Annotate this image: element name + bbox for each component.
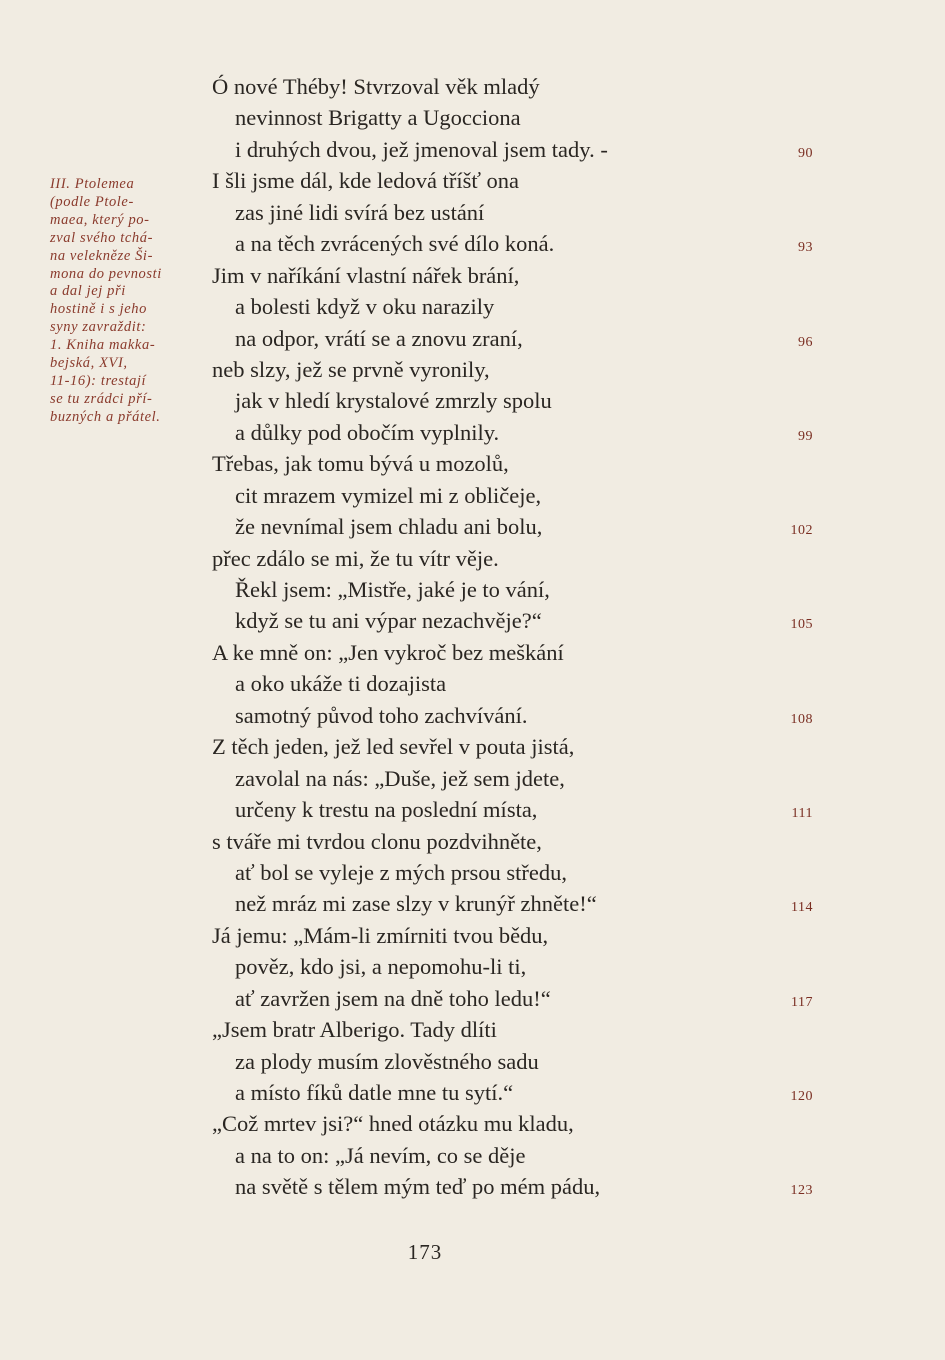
- verse-text: přec zdálo se mi, že tu vítr věje.: [212, 545, 499, 571]
- line-number: 111: [791, 806, 813, 822]
- verse-text: A ke mně on: „Jen vykroč bez meškání: [212, 639, 564, 665]
- verse-line: [0, 197, 945, 228]
- verse-text: na odpor, vrátí se a znovu zraní,: [235, 325, 523, 351]
- verse-line: [0, 1140, 945, 1171]
- verse-text: i druhých dvou, jež jmenoval jsem tady. -: [235, 136, 608, 162]
- verse-text: „Jsem bratr Alberigo. Tady dlíti: [212, 1017, 497, 1043]
- verse-text: a na to on: „Já nevím, co se děje: [235, 1142, 526, 1168]
- verse-line: [0, 983, 945, 1014]
- verse-text: než mráz mi zase slzy v krunýř zhněte!“: [235, 891, 597, 917]
- margin-note-line: bejská, XVI,: [50, 355, 128, 372]
- verse-line: [0, 71, 945, 102]
- verse-text: a na těch zvrácených své dílo koná.: [235, 231, 555, 257]
- verse-line: [0, 763, 945, 794]
- margin-note-line: na velekněze Ši-: [50, 247, 153, 264]
- verse-line: [0, 511, 945, 542]
- verse-text: Já jemu: „Mám-li zmírniti tvou bědu,: [212, 922, 549, 948]
- margin-note-line: hostině i s jeho: [50, 301, 147, 318]
- verse-line: [0, 1014, 945, 1045]
- verse-text: ať zavržen jsem na dně toho ledu!“: [235, 985, 551, 1011]
- verse-line: [0, 323, 945, 354]
- verse-line: [0, 260, 945, 291]
- verse-line: [0, 480, 945, 511]
- margin-note-line: (podle Ptole-: [50, 193, 134, 210]
- margin-note-line: mona do pevnosti: [50, 265, 162, 282]
- line-number: 117: [791, 994, 813, 1010]
- verse-text: a bolesti když v oku narazily: [235, 294, 495, 320]
- verse-text: zavolal na nás: „Duše, jež sem jdete,: [235, 765, 565, 791]
- margin-note-line: zval svého tchá-: [50, 229, 154, 246]
- verse-line: [0, 920, 945, 951]
- verse-line: [0, 668, 945, 699]
- verse-text: určeny k trestu na poslední místa,: [235, 797, 538, 823]
- verse-text: pověz, kdo jsi, a nepomohu-li ti,: [235, 954, 527, 980]
- line-number: 108: [790, 711, 813, 727]
- verse-line: [0, 794, 945, 825]
- line-number: 96: [798, 334, 813, 350]
- verse-text: a oko ukáže ti dozajista: [235, 671, 447, 697]
- margin-note-line: maea, který po-: [50, 211, 150, 228]
- margin-note-line: buzných a přátel.: [50, 408, 161, 425]
- verse-line: [0, 102, 945, 133]
- verse-line: [0, 826, 945, 857]
- verse-line: [0, 291, 945, 322]
- verse-text: Jim v naříkání vlastní nářek brání,: [212, 262, 520, 288]
- margin-note-line: se tu zrádci pří-: [50, 390, 153, 407]
- verse-text: Z těch jeden, jež led sevřel v pouta jistá,: [212, 734, 575, 760]
- margin-note-line: III. Ptolemea: [50, 176, 135, 192]
- page-number: 173: [407, 1240, 443, 1264]
- verse-text: za plody musím zlověstného sadu: [235, 1048, 539, 1074]
- verse-line: [0, 637, 945, 668]
- verse-line: [0, 448, 945, 479]
- margin-note-line: 1. Kniha makka-: [50, 337, 156, 354]
- verse-line: [0, 543, 945, 574]
- line-number: 105: [790, 617, 813, 633]
- verse-text: Řekl jsem: „Mistře, jaké je to vání,: [235, 577, 550, 602]
- line-number: 90: [798, 145, 813, 161]
- margin-note-line: 11-16): trestají: [50, 372, 147, 389]
- line-number: 93: [798, 240, 813, 256]
- verse-line: [0, 1171, 945, 1202]
- line-number: 114: [791, 900, 813, 916]
- verse-text: Třebas, jak tomu bývá u mozolů,: [212, 451, 509, 477]
- verse-text: zas jiné lidi svírá bez ustání: [235, 199, 485, 225]
- verse-text: I šli jsme dál, kde ledová tříšť ona: [212, 168, 520, 194]
- verse-line: [0, 857, 945, 888]
- line-number: 102: [790, 523, 813, 539]
- verse-text: když se tu ani výpar nezachvěje?“: [235, 608, 542, 634]
- verse-line: [0, 574, 945, 605]
- verse-text: nevinnost Brigatty a Ugocciona: [235, 105, 521, 131]
- line-number: 120: [790, 1089, 813, 1104]
- verse-line: [0, 385, 945, 416]
- verse-line: [0, 354, 945, 385]
- verse-line: [0, 417, 945, 448]
- verse-line: [0, 1077, 945, 1108]
- verse-text: s tváře mi tvrdou clonu pozdvihněte,: [212, 828, 542, 854]
- verse-text: jak v hledí krystalové zmrzly spolu: [235, 388, 552, 414]
- margin-note-line: a dal jej při: [50, 283, 126, 300]
- verse-text: cit mrazem vymizel mi z obličeje,: [235, 482, 542, 508]
- verse-text: Ó nové Théby! Stvrzoval věk mladý: [212, 74, 540, 99]
- verse-text: a důlky pod obočím vyplnily.: [235, 419, 500, 445]
- verse-text: na světě s tělem mým teď po mém pádu,: [235, 1174, 601, 1200]
- verse-text: neb slzy, jež se prvně vyronily,: [212, 356, 490, 382]
- verse-text: „Což mrtev jsi?“ hned otázku mu kladu,: [212, 1111, 574, 1137]
- verse-line: [0, 888, 945, 919]
- verse-line: [0, 165, 945, 196]
- verse-line: [0, 1046, 945, 1077]
- line-number: 123: [790, 1183, 813, 1199]
- verse-text: samotný původ toho zachvívání.: [235, 702, 528, 728]
- margin-note-line: syny zavraždit:: [50, 319, 147, 336]
- verse-line: [0, 731, 945, 762]
- verse-line: [0, 605, 945, 636]
- verse-column: [0, 71, 945, 1203]
- verse-text: ať bol se vyleje z mých prsou středu,: [235, 859, 568, 885]
- line-number: 99: [798, 428, 813, 444]
- verse-line: [0, 134, 945, 165]
- verse-line: [0, 1108, 945, 1139]
- verse-text: že nevnímal jsem chladu ani bolu,: [235, 514, 543, 540]
- verse-line: [0, 700, 945, 731]
- verse-line: [0, 228, 945, 259]
- verse-text: a místo fíků datle mne tu sytí.“: [235, 1080, 514, 1105]
- verse-line: [0, 951, 945, 982]
